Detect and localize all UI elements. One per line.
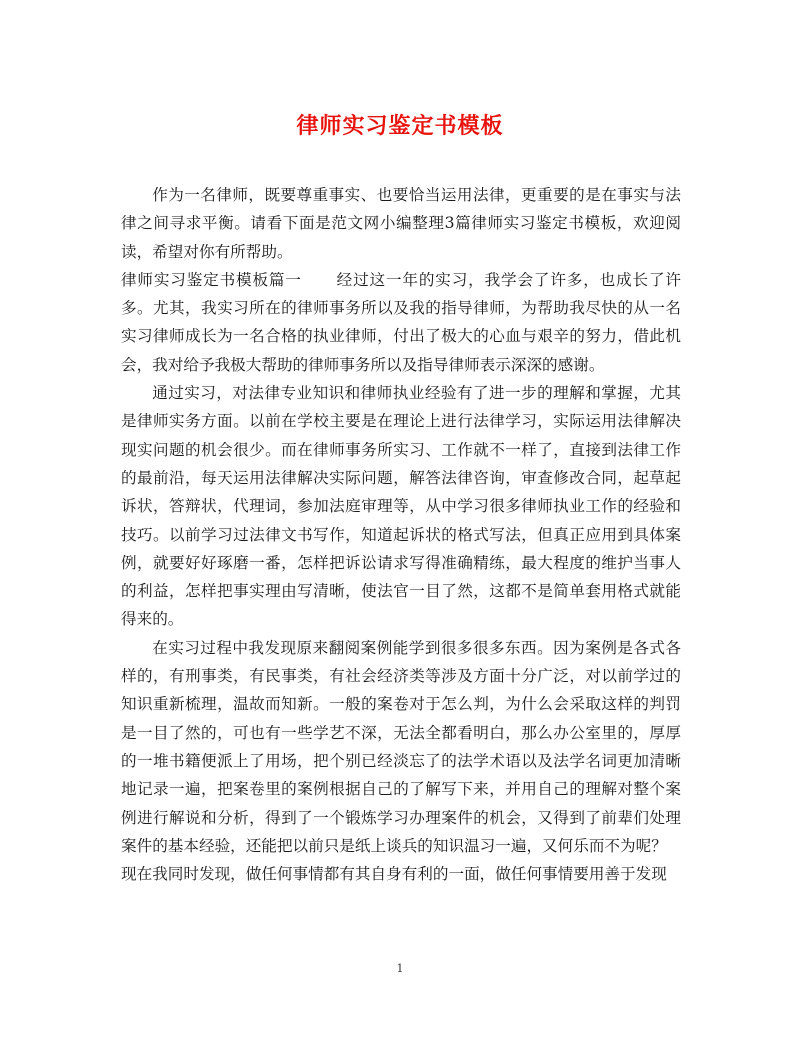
paragraph-2: 通过实习，对法律专业知识和律师执业经验有了进一步的理解和掌握，尤其是律师实务方面。以前在学校主要是在理论上进行法律学习，实际运用法律解决现实问题的机会很少。而在律师事务所实习、工作就不一样了，直接到法律工作的最前沿，每天运用法律解决实际问题，解答法律咨询，审查修改合同，起草起诉状，答辩状，代理词，参加法庭审理等，从中学习很多律师执业工作的经验和技巧。以前学习过法律文书写作，知道起诉状的格式写法，但真正应用到具体案例，就要好好琢磨一番，怎样把诉讼请求写得准确精练，最大程度的维护当事人的利益，怎样把事实理由写清晰，使法官一目了然，这都不是简单套用格式就能得来的。 — [121, 384, 681, 629]
document-title: 律师实习鉴定书模板 — [296, 113, 504, 139]
intro-paragraph: 作为一名律师，既要尊重事实、也要恰当运用法律，更重要的是在事实与法律之间寻求平衡。请看下面是范文网小编整理3篇律师实习鉴定书模板，欢迎阅读，希望对你有所帮助。 — [121, 186, 681, 261]
page-number: 1 — [396, 962, 404, 975]
section-1-heading: 律师实习鉴定书模板篇一 — [121, 270, 302, 289]
section-1-block — [121, 266, 681, 379]
section-1-paragraph: 经过这一年的实习，我学会了许多，也成长了许多。尤其，我实习所在的律师事务所以及我的指导律师，为帮助我尽快的从一名实习律师成长为一名合格的执业律师，付出了极大的心血与艰辛的努力，借此机会，我对给予我极大帮助的律师事务所以及指导律师表示深深的感谢。 — [121, 270, 681, 374]
paragraph-3: 在实习过程中我发现原来翻阅案例能学到很多很多东西。因为案例是各式各样的，有刑事类，有民事类，有社会经济类等涉及方面十分广泛，对以前学过的知识重新梳理，温故而知新。一般的案卷对于怎么判，为什么会采取这样的判罚是一目了然的，可也有一些学艺不深，无法全都看明白，那么办公室里的，厚厚的一堆书籍便派上了用场，把个别已经淡忘了的法学术语以及法学名词更加清晰地记录一遍，把案卷里的案例根据自己的了解写下来，并用自己的理解对整个案例进行解说和分析，得到了一个锻炼学习办理案件的机会，又得到了前辈们处理案件的基本经验，还能把以前只是纸上谈兵的知识温习一遍，又何乐而不为呢？ — [121, 638, 681, 855]
document-body — [121, 181, 681, 888]
paragraph-4: 现在我同时发现，做任何事情都有其自身有利的一面，做任何事情要用善于发现 — [121, 865, 667, 884]
